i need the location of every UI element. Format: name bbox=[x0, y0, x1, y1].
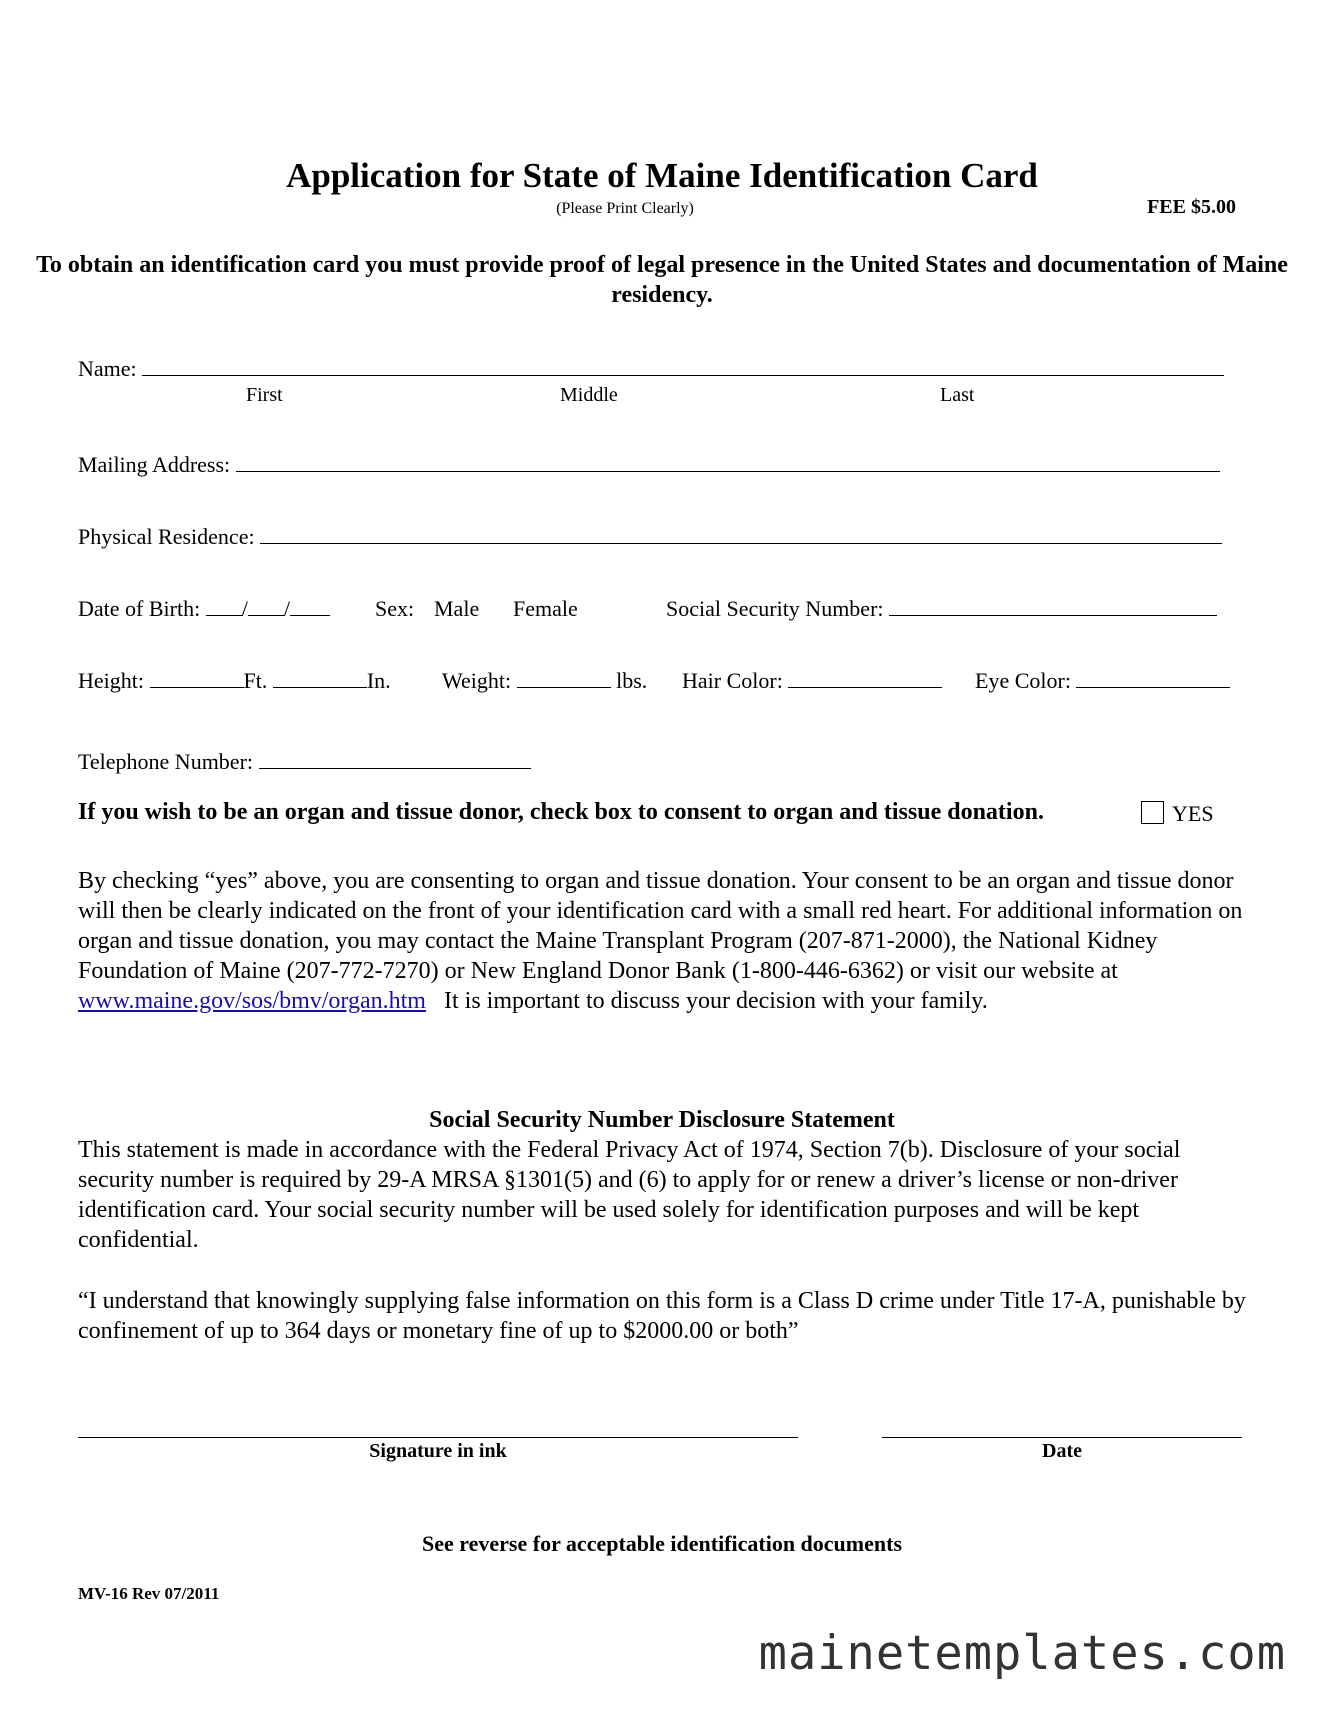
middle-name-caption: Middle bbox=[560, 384, 618, 406]
telephone-label: Telephone Number: bbox=[78, 749, 254, 774]
donor-yes-label: YES bbox=[1172, 801, 1214, 826]
physical-residence-label: Physical Residence: bbox=[78, 524, 255, 549]
donor-prompt: If you wish to be an organ and tissue donor, check box to consent to organ and tissue donation. bbox=[78, 799, 1044, 825]
inches-unit: In. bbox=[366, 668, 391, 693]
signature-caption: Signature in ink bbox=[369, 1440, 507, 1462]
physical-residence-input[interactable] bbox=[260, 525, 1222, 544]
sex-label: Sex: bbox=[375, 596, 415, 621]
hair-color-row bbox=[682, 668, 942, 694]
name-label: Name: bbox=[78, 356, 137, 381]
donor-info-paragraph bbox=[78, 866, 1258, 1016]
eye-color-label: Eye Color: bbox=[975, 668, 1071, 693]
form-title: Application for State of Maine Identification Card bbox=[286, 156, 1038, 195]
sex-male-option[interactable]: Male bbox=[434, 596, 480, 621]
feet-unit: Ft. bbox=[243, 668, 268, 693]
dob-label: Date of Birth: bbox=[78, 596, 201, 621]
dob-month-input[interactable] bbox=[206, 597, 242, 616]
hair-color-label: Hair Color: bbox=[682, 668, 783, 693]
dob-day-input[interactable] bbox=[248, 597, 284, 616]
name-input[interactable] bbox=[142, 357, 1224, 376]
ssn-statement-heading: Social Security Number Disclosure Statement bbox=[429, 1107, 895, 1133]
last-name-caption: Last bbox=[940, 384, 975, 406]
weight-row bbox=[442, 668, 647, 694]
donor-info-text: By checking “yes” above, you are consenting to organ and tissue donation. Your consent to be an organ and tissue donor will then be clearly indicated on the front of your identification card with a small red heart. For additional information on organ and tissue donation, you may contact the Maine Transplant Program (207-871-2000), the National Kidney Foundation of Maine (207-772-7270) or New England Donor Bank (1-800-446-6362) or visit our website at bbox=[78, 868, 1243, 984]
form-id: MV-16 Rev 07/2011 bbox=[78, 1584, 220, 1603]
sex-female-option[interactable]: Female bbox=[513, 596, 578, 621]
organ-website-link[interactable]: www.maine.gov/sos/bmv/organ.htm bbox=[78, 988, 426, 1014]
eye-color-input[interactable] bbox=[1076, 669, 1230, 688]
telephone-row bbox=[78, 749, 531, 775]
first-name-caption: First bbox=[246, 384, 283, 406]
height-row bbox=[78, 668, 391, 694]
weight-unit: lbs. bbox=[616, 668, 648, 693]
height-inches-input[interactable] bbox=[273, 669, 367, 688]
hair-color-input[interactable] bbox=[788, 669, 942, 688]
mailing-address-row bbox=[78, 452, 1220, 478]
donor-checkbox[interactable] bbox=[1141, 801, 1164, 824]
legal-presence-notice: To obtain an identification card you must provide proof of legal presence in the United States and documentation of Maine residency. bbox=[36, 252, 1288, 308]
height-label: Height: bbox=[78, 668, 144, 693]
donor-info-closing: It is important to discuss your decision with your family. bbox=[443, 988, 988, 1014]
height-feet-input[interactable] bbox=[150, 669, 244, 688]
dob-year-input[interactable] bbox=[290, 597, 330, 616]
donor-yes-option bbox=[1141, 801, 1214, 827]
weight-input[interactable] bbox=[517, 669, 611, 688]
weight-label: Weight: bbox=[442, 668, 512, 693]
ssn-label: Social Security Number: bbox=[666, 596, 884, 621]
false-info-attestation: “I understand that knowingly supplying false information on this form is a Class D crime under Title 17-A, punishable by confinement of up to 364 days or monetary fine of up to $2000.00 or both” bbox=[78, 1288, 1246, 1344]
mailing-address-input[interactable] bbox=[236, 453, 1220, 472]
reverse-note: See reverse for acceptable identification documents bbox=[421, 1531, 903, 1556]
date-line[interactable] bbox=[882, 1437, 1242, 1438]
ssn-row bbox=[666, 596, 1217, 622]
physical-residence-row bbox=[78, 524, 1222, 550]
name-row bbox=[78, 356, 1224, 382]
ssn-input[interactable] bbox=[889, 597, 1217, 616]
watermark: mainetemplates.com bbox=[758, 1626, 1286, 1681]
telephone-input[interactable] bbox=[259, 750, 531, 769]
dob-row: Date of Birth: / / bbox=[78, 596, 330, 622]
print-clearly-note: (Please Print Clearly) bbox=[556, 200, 694, 217]
fee-label: FEE $5.00 bbox=[1147, 196, 1236, 218]
signature-line[interactable] bbox=[78, 1437, 798, 1438]
eye-color-row bbox=[975, 668, 1230, 694]
mailing-address-label: Mailing Address: bbox=[78, 452, 231, 477]
date-caption: Date bbox=[1042, 1440, 1082, 1462]
ssn-statement-body: This statement is made in accordance with the Federal Privacy Act of 1974, Section 7(b). Disclosure of your social security number is required by 29-A MRSA §1301(5) and (6) to apply for or renew a driver’s license or non-driver identification card. Your social security number will be used solely for identification purposes and will be kept confidential. bbox=[78, 1137, 1181, 1253]
